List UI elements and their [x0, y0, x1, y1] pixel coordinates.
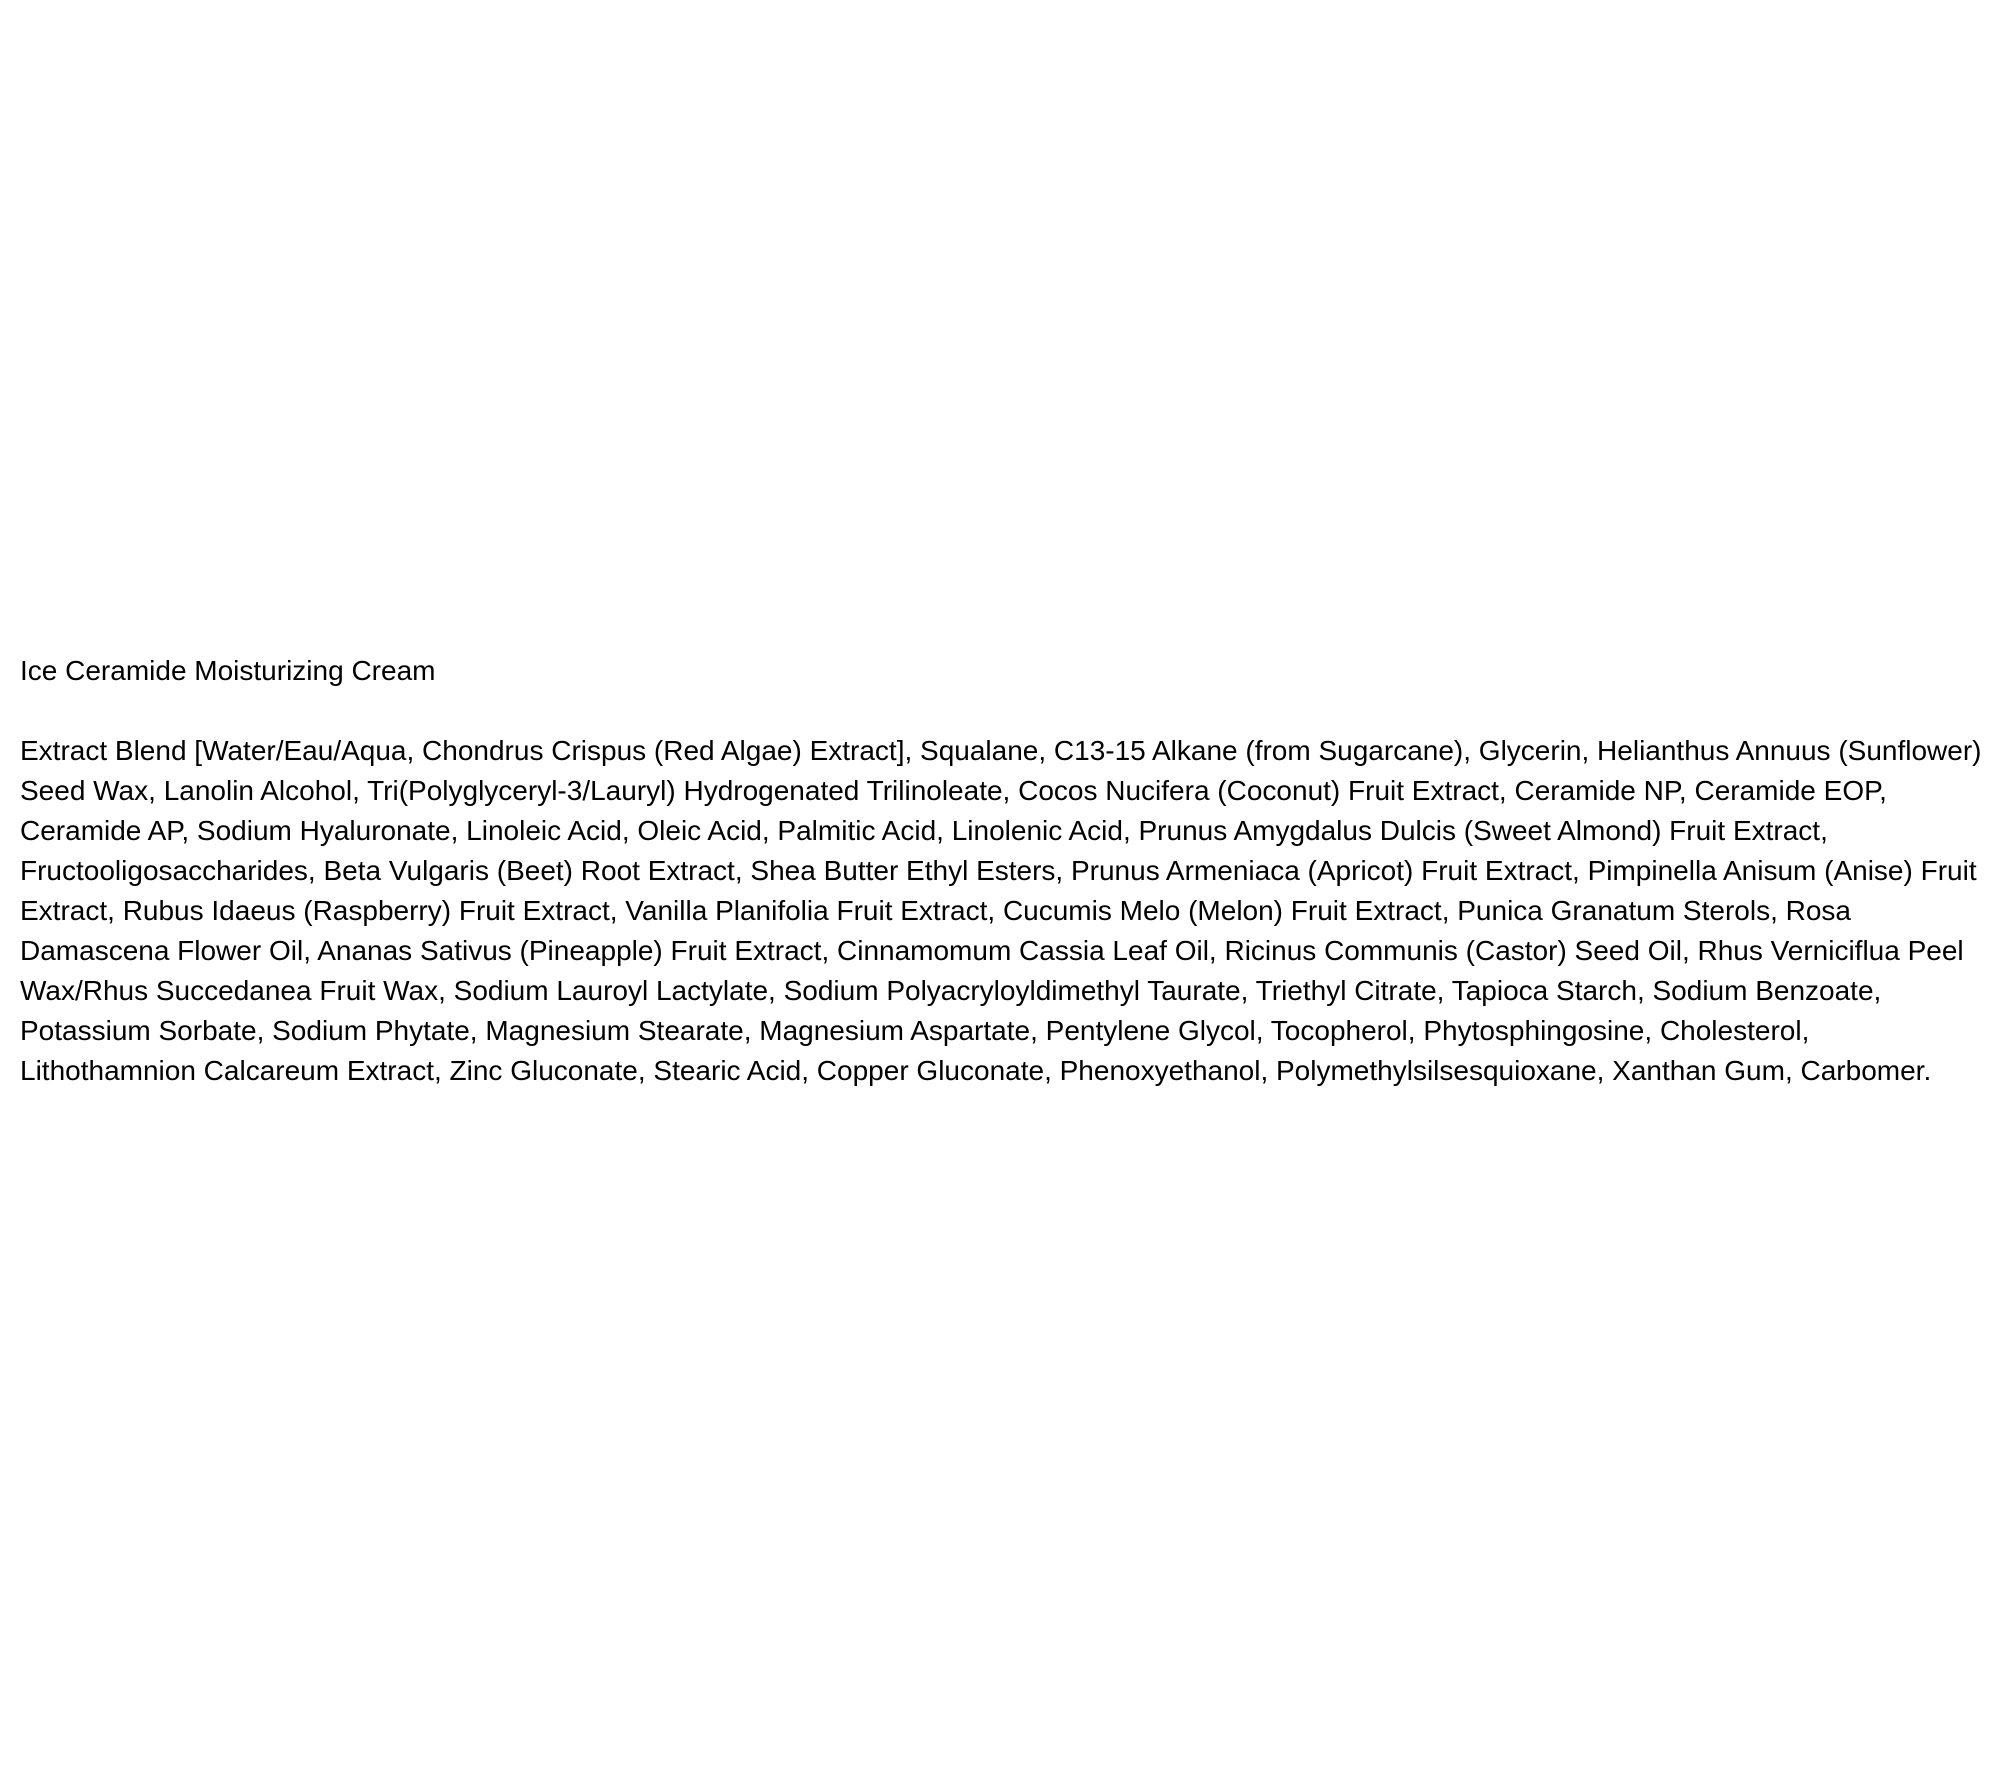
product-title: Ice Ceramide Moisturizing Cream — [20, 655, 436, 686]
ingredients-paragraph: Extract Blend [Water/Eau/Aqua, Chondrus Crispus (Red Algae) Extract], Squalane, C13-15 Alkane (from Sugarcane), Glycerin, Helianthus Annuus (Sunflower) Seed Wax, Lanolin Alcohol, Tri(Polyglyceryl-3/Lauryl) Hydrogenated Trilinoleate, Cocos Nucifera (Coconut) Fruit Extract, Ceramide NP, Ceramide EOP, Ceramide AP, Sodium Hyaluronate, Linoleic Acid, Oleic Acid, Palmitic Acid, Linolenic Acid, Prunus Amygdalus Dulcis (Sweet Almond) Fruit Extract, Fructooligosaccharides, Beta Vulgaris (Beet) Root Extract, Shea Butter Ethyl Esters, Prunus Armeniaca (Apricot) Fruit Extract, Pimpinella Anisum (Anise) Fruit Extract, Rubus Idaeus (Raspberry) Fruit Extract, Vanilla Planifolia Fruit Extract, Cucumis Melo (Melon) Fruit Extract, Punica Granatum Sterols, Rosa Damascena Flower Oil, Ananas Sativus (Pineapple) Fruit Extract, Cinnamomum Cassia Leaf Oil, Ricinus Communis (Castor) Seed Oil, Rhus Verniciflua Peel Wax/Rhus Succedanea Fruit Wax, Sodium Lauroyl Lactylate, Sodium Polyacryloyldimethyl Taurate, Triethyl Citrate, Tapioca Starch, Sodium Benzoate, Potassium Sorbate, Sodium Phytate, Magnesium Stearate, Magnesium Aspartate, Pentylene Glycol, Tocopherol, Phytosphingosine, Cholesterol, Lithothamnion Calcareum Extract, Zinc Gluconate, Stearic Acid, Copper Gluconate, Phenoxyethanol, Polymethylsilsesquioxane, Xanthan Gum, Carbomer. — [20, 735, 1982, 1086]
